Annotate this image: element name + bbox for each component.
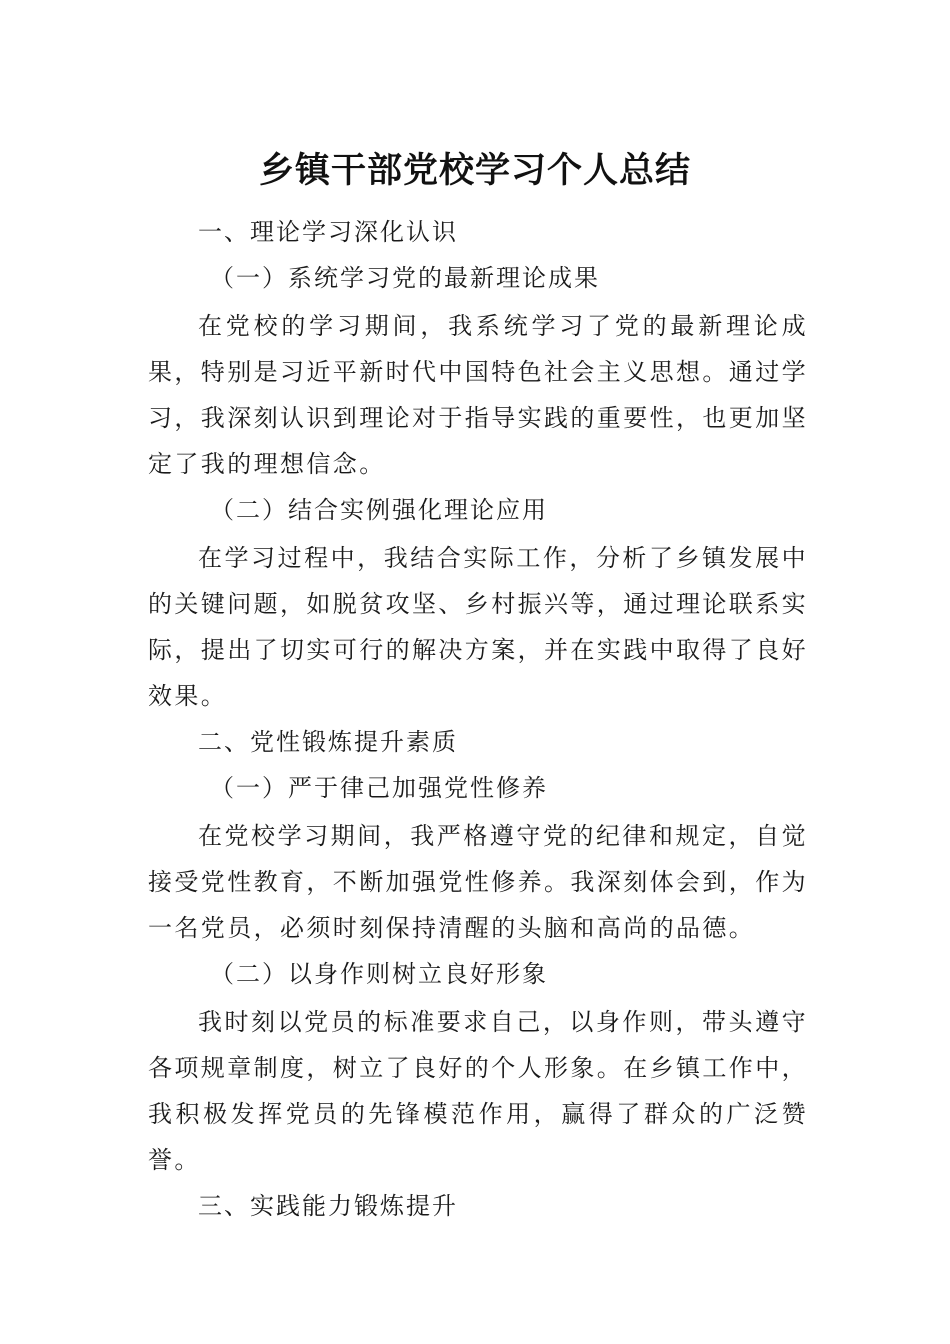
document-body (148, 209, 808, 1229)
paragraph-3: 在党校学习期间，我严格遵守党的纪律和规定，自觉接受党性教育，不断加强党性修养。我深刻体会到，作为一名党员，必须时刻保持清醒的头脑和高尚的品德。 (148, 822, 808, 942)
section-heading-3: 三、实践能力锻炼提升 (198, 1192, 458, 1220)
subsection-heading-1-1: （一）系统学习党的最新理论成果 (210, 264, 600, 292)
paragraph-4: 我时刻以党员的标准要求自己，以身作则，带头遵守各项规章制度，树立了良好的个人形象。在乡镇工作中，我积极发挥党员的先锋模范作用，赢得了群众的广泛赞誉。 (148, 1008, 808, 1174)
section-heading-1: 一、理论学习深化认识 (198, 218, 458, 246)
paragraph-2: 在学习过程中，我结合实际工作，分析了乡镇发展中的关键问题，如脱贫攻坚、乡村振兴等，通过理论联系实际，提出了切实可行的解决方案，并在实践中取得了良好效果。 (148, 544, 808, 710)
subsection-heading-1-2: （二）结合实例强化理论应用 (210, 496, 548, 524)
paragraph-1: 在党校的学习期间，我系统学习了党的最新理论成果，特别是习近平新时代中国特色社会主义思想。通过学习，我深刻认识到理论对于指导实践的重要性，也更加坚定了我的理想信念。 (148, 312, 808, 478)
subsection-heading-2-1: （一）严于律己加强党性修养 (210, 774, 548, 802)
section-heading-2: 二、党性锻炼提升素质 (198, 728, 458, 756)
document-title: 乡镇干部党校学习个人总结 (258, 151, 691, 191)
subsection-heading-2-2: （二）以身作则树立良好形象 (210, 960, 548, 988)
